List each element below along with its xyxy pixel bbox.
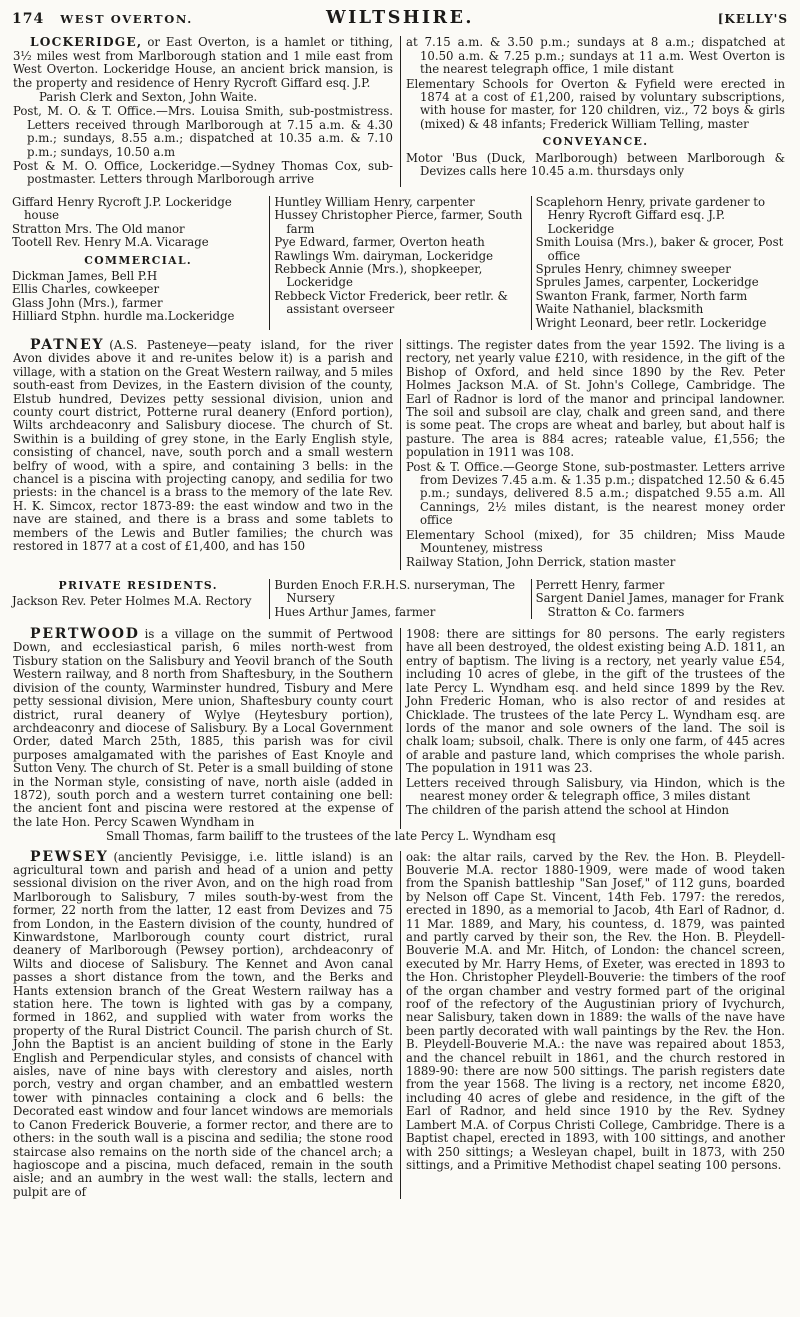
directory-entry: Hilliard Stphn. hurdle ma.Lockeridge (12, 309, 235, 324)
directory-entry: Dickman James, Bell P.H (12, 268, 158, 283)
directory-entry: Giffard Henry Rycroft J.P. Lockeridge house (12, 194, 232, 223)
directory-entry: Rawlings Wm. dairyman, Lockeridge (274, 248, 494, 263)
lockeridge-post-office-1: Post, M. O. & T. Office.—Mrs. Louisa Smith, sub-postmistress. Letters received through Marlborough at 7.15 a.m. & 4.30 p.m.; sundays, 8.55 a.m.; dispatched at 10.35 a.m. & 7.10 p.m.; sundays, 10.50 a.m (13, 104, 393, 159)
pertwood-left-text: is a village on the summit of Pertwood Down, and ecclesiastical parish, 6 miles north-west from Tisbury station on the Salisbury and Yeovil branch of the South Western railway, and 8 north from Shaftesbury, in the Southern division of the county, Warminster hundred, Tisbury and Mere petty sessional division, Mere union, Shaftesbury county court district, rural deanery of Wylye (Heytesbury portion), archdeaconry and diocese of Salisbury. By a Local Government Order, dated March 25th, 1885, this parish was for civil purposes amalgamated with the parishes of East Knoyle and Sutton Veny. The church of St. Peter is a small building of stone in the Norman style, consisting of nave, north aisle (added in 1872), south porch and a western turret containing one bell: the ancient font and piscina were restored at the expense of the late Hon. Percy Scawen Wyndham in (13, 627, 393, 829)
directory-entry: Rebbeck Annie (Mrs.), shopkeeper, Lockeridge (274, 261, 483, 290)
lockeridge-post-office-2: Post & M. O. Office, Lockeridge.—Sydney Thomas Cox, sub-postmaster. Letters through Marlborough arrive (13, 159, 393, 187)
directory-entry: Burden Enoch F.R.H.S. nurseryman, The Nursery (274, 577, 515, 606)
patney-residents-column-3 (531, 579, 792, 619)
patney-school-paragraph: Elementary School (mixed), for 35 children; Miss Maude Mounteney, mistress (406, 527, 785, 556)
pewsey-right-column (400, 851, 792, 1200)
patney-left-column (8, 336, 400, 570)
pewsey-left-text: (anciently Pevisigge, i.e. little island) is an agricultural town and parish and head of a union and petty sessional division on the river Avon, and on the high road from Marlborough to Salisbury, 7 miles south-by-west from the former, 22 north from the latter, 12 east from Devizes and 75 from London, in the Eastern division of the county, hundred of Kinwardstone, Marlborough county court district, rural deanery of Marlborough (Pewsey portion), archdeaconry of Wilts and diocese of Salisbury. The Kennet and Avon canal passes a short distance from the town, and the Berks and Hants extension branch of the Great Western railway has a station here. The town is lighted with gas by a company, formed in 1862, and supplied with water from works the property of the Rural District Council. The parish church of St. John the Baptist is an ancient building of stone in the Early English and Perpendicular styles, and consists of chancel with aisles, nave of nine bays with clerestory and aisles, north porch, vestry and organ chamber, and an embattled western tower with pinnacles containing a clock and 6 bells: the Decorated east window and four lancet windows are memorials to Canon Frederick Bouverie, a former rector, and there are to others: in the south wall is a piscina and sedilia; the stone rood staircase also remains on the north side of the chancel arch; a hagioscope and a piscina, much defaced, remain in the south aisle; and an aumbry in the west wall: the stalls, lectern and pulpit are of (13, 849, 393, 1199)
directory-entry: Glass John (Mrs.), farmer (12, 295, 163, 310)
page-section-title: WEST OVERTON. (60, 12, 193, 26)
section-pertwood (8, 628, 792, 829)
directory-entry: Jackson Rev. Peter Holmes M.A. Rectory (12, 594, 252, 609)
patney-right-column (400, 339, 792, 570)
private-residents-heading: PRIVATE RESIDENTS. (58, 578, 218, 592)
directory-entry: Sprules Henry, chimney sweeper (535, 261, 731, 276)
patney-residents-column-2 (269, 579, 530, 619)
directory-entry: Ellis Charles, cowkeeper (12, 282, 160, 297)
lockeridge-schools-paragraph: Elementary Schools for Overton & Fyfield were erected in 1874 at a cost of £1,200, raised by voluntary subscriptions, with house for master, for 120 children, viz., 72 boys & girls (mixed) & 48 infants; Frederick William Telling, master (406, 76, 785, 131)
patney-residents-column-1 (8, 579, 269, 619)
patney-continuation-paragraph: sittings. The register dates from the year 1592. The living is a rectory, net yearly value £210, with residence, in the gift of the Bishop of Oxford, and held since 1890 by the Rev. Peter Holmes Jackson M.A. of St. John's College, Cambridge. The Earl of Radnor is lord of the manor and principal landowner. The soil and subsoil are clay, chalk and green sand, and there is some peat. The crops are wheat and barley, but about half is pasture. The area is 884 acres; rateable value, £1,556; the population in 1911 was 108. (406, 337, 785, 460)
pertwood-lead: PERTWOOD (30, 626, 140, 643)
directory-entry: Wright Leonard, beer retlr. Lockeridge (535, 315, 767, 330)
pewsey-paragraph (13, 848, 393, 1200)
patney-post-office-paragraph: Post & T. Office.—George Stone, sub-postmaster. Letters arrive from Devizes 7.45 a.m. & 1.35 p.m.; dispatched 12.50 & 6.45 p.m.; sundays, delivered 8.5 a.m.; dispatched 9.55 a.m. All Cannings, 2½ miles distant, is the nearest money order office (406, 459, 785, 528)
section-lockeridge-directory (8, 196, 792, 330)
page-header-left (12, 13, 302, 26)
pertwood-right-column (400, 628, 792, 829)
directory-entry: Hues Arthur James, farmer (274, 604, 436, 619)
directory-entry: Sprules James, carpenter, Lockeridge (535, 275, 759, 290)
lockeridge-conveyance-paragraph: Motor 'Bus (Duck, Marlborough) between Marlborough & Devizes calls here 10.45 a.m. thursdays only (406, 150, 785, 179)
lockeridge-intro-text: or East Overton, is a hamlet or tithing, 3½ miles west from Marlborough station and 1 mile east from West Overton. Lockeridge House, an ancient brick mansion, is the property and residence of Henry Rycroft Giffard esq. J.P. (13, 35, 393, 90)
pertwood-paragraph (13, 628, 393, 829)
directory-entry: Perrett Henry, farmer (535, 577, 665, 592)
county-title: WILTSHIRE. (325, 8, 475, 28)
commercial-heading: COMMERCIAL. (84, 253, 193, 267)
directory-entry: Pye Edward, farmer, Overton heath (274, 235, 485, 250)
page-number: 174 (12, 11, 45, 27)
conveyance-heading: CONVEYANCE. (542, 135, 649, 149)
lockeridge-intro-paragraph (13, 36, 393, 90)
patney-paragraph (13, 336, 393, 554)
section-patney-residents (8, 579, 792, 619)
pertwood-bailiff-line: Small Thomas, farm bailiff to the trustees of the late Percy L. Wyndham esq (106, 829, 556, 844)
directory-entry: Sargent Daniel James, manager for Frank Stratton & Co. farmers (535, 591, 784, 619)
directory-entry: Swanton Frank, farmer, North farm (535, 288, 748, 303)
directory-entry: Rebbeck Victor Frederick, beer retlr. & assistant overseer (274, 288, 508, 317)
pertwood-continuation-paragraph: 1908: there are sittings for 80 persons. The early registers have all been destroyed, the oldest existing being A.D. 1811, an entry of baptism. The living is a rectory, net yearly value £54, including 10 acres of glebe, in the gift of the trustees of the late Percy L. Wyndham esq. and held since 1899 by the Rev. John Frederic Homan, who is also rector of and resides at Chicklade. The trustees of the late Percy L. Wyndham esq. are lords of the manor and sole owners of the land. The soil is chalk loam; subsoil, chalk. There is only one farm, of 445 acres of arable and pasture land, which comprises the whole parish. The population in 1911 was 23. (406, 627, 785, 776)
directory-entry: Scaplehorn Henry, private gardener to Henry Rycroft Giffard esq. J.P. Lockeridge (535, 194, 766, 236)
directory-entry: Tootell Rev. Henry M.A. Vicarage (12, 235, 209, 250)
patney-railway-paragraph: Railway Station, John Derrick, station master (406, 555, 676, 570)
pewsey-left-column (8, 848, 400, 1200)
pertwood-letters-paragraph: Letters received through Salisbury, via Hindon, which is the nearest money order & telegraph office, 3 miles distant (406, 775, 785, 803)
directory-column-3 (531, 196, 792, 330)
lockeridge-post-continuation: at 7.15 a.m. & 3.50 p.m.; sundays at 8 a.m.; dispatched at 10.50 a.m. & 7.25 p.m.; sundays at 11 a.m. West Overton is the nearest telegraph office, 1 mile distant (406, 35, 785, 77)
section-patney (8, 336, 792, 570)
pewsey-continuation-paragraph: oak: the altar rails, carved by the Rev. the Hon. B. Pleydell-Bouverie M.A. rector 1880-1909, were made of wood taken from the Spanish battleship "San Josef," of 112 guns, boarded by Nelson off Cape St. Vincent, 14th Feb. 1797: the reredos, erected in 1890, as a memorial to Jacob, 4th Earl of Radnor, d. 11 Mar. 1889, and Mary, his countess, d. 1879, was painted and partly carved by their son, the Rev. the Hon. B. Pleydell-Bouverie M.A. and Mr. Hitch, of London: the chancel screen, executed by Mr. Harry Hems, of Exeter, was erected in 1893 to the Hon. Christopher Pleydell-Bouverie: the timbers of the roof of the organ chamber and vestry formed part of the original roof of the refectory of the Augustinian priory of Ivychurch, near Salisbury, taken down in 1889: the walls of the nave have been partly decorated with wall paintings by the Rev. the Hon. B. Pleydell-Bouverie M.A.: the nave was repaired about 1853, and the chancel rebuilt in 1861, and the church restored in 1889-90: there are now 500 sittings. The parish registers date from the year 1568. The living is a rectory, net income £820, including 40 acres of glebe and residence, in the gift of the Earl of Radnor, and held since 1910 by the Rev. Sydney Lambert M.A. of Corpus Christi College, Cambridge. There is a Baptist chapel, erected in 1893, with 100 sittings, and another with 250 sittings; a Wesleyan chapel, built in 1873, with 250 sittings, and a Primitive Methodist chapel seating 100 persons. (406, 849, 785, 1172)
directory-column-1 (8, 196, 269, 330)
page-header (12, 8, 788, 28)
directory-entry: Smith Louisa (Mrs.), baker & grocer, Post office (535, 235, 784, 263)
directory-entry: Waite Nathaniel, blacksmith (535, 302, 704, 317)
lockeridge-right-column (400, 36, 792, 186)
directory-entry: Hussey Christopher Pierce, farmer, South farm (274, 208, 523, 236)
section-lockeridge (8, 36, 792, 186)
section-pewsey (8, 848, 792, 1200)
pertwood-left-column (8, 628, 400, 829)
directory-mark: [KELLY'S (717, 12, 788, 26)
patney-left-text: (A.S. Pasteneye—peaty island, for the river Avon divides above it and re-unites below it) is a parish and village, with a station on the Great Western railway, and 5 miles south-east from Devizes, in the Eastern division of the county, Elstub hundred, Devizes petty sessional division, union and county court district, Potterne rural deanery (Enford portion), Wilts archdeaconry and Salisbury diocese. The church of St. Swithin is a building of grey stone, in the Early English style, consisting of chancel, nave, south porch and a small western belfry of wood, with a spire, and containing 3 bells: in the chancel is a piscina with projecting canopy, and sedilia for two priests: in the chancel is a brass to the memory of the late Rev. H. K. Simcox, rector 1873-89: the east window and two in the nave are stained, and there is a brass and some tablets to members of the Lewis and Butler families; the church was restored in 1877 at a cost of £1,400, and has 150 (13, 337, 393, 554)
directory-entry: Stratton Mrs. The Old manor (12, 221, 185, 236)
directory-entry: Huntley William Henry, carpenter (274, 194, 475, 209)
patney-lead: PATNEY (30, 336, 105, 353)
lockeridge-lead: LOCKERIDGE, (30, 35, 143, 50)
pewsey-lead: PEWSEY (30, 848, 109, 865)
pertwood-school-paragraph: The children of the parish attend the school at Hindon (406, 803, 730, 818)
lockeridge-parish-clerk: Parish Clerk and Sexton, John Waite. (39, 90, 258, 105)
directory-column-2 (269, 196, 530, 330)
lockeridge-left-column (8, 36, 400, 186)
